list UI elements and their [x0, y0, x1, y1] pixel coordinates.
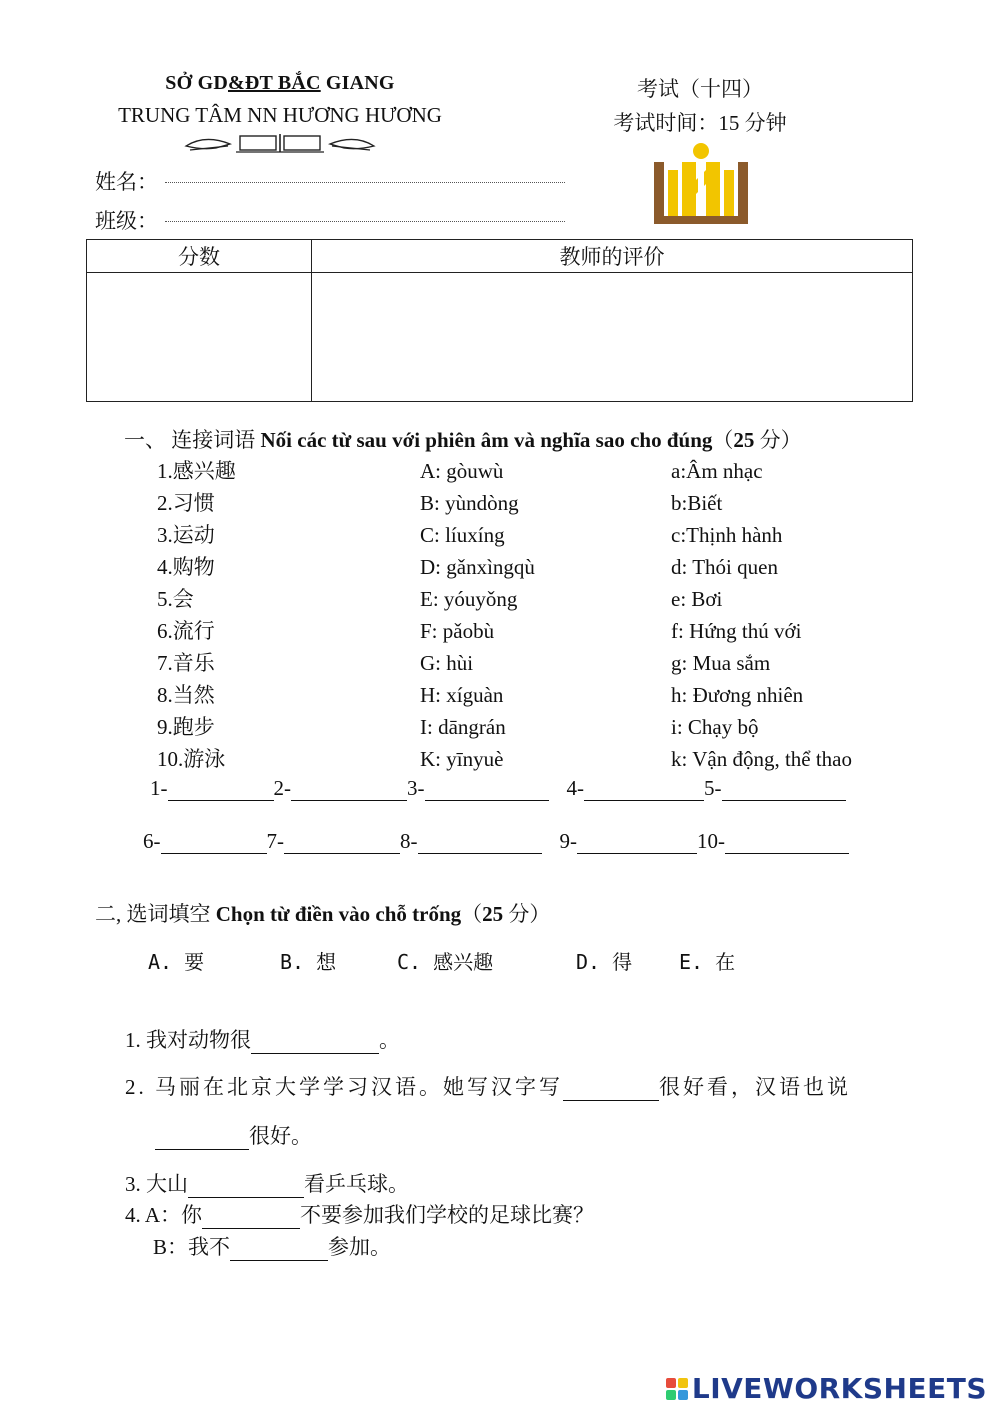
- answer-blank[interactable]: [425, 780, 549, 801]
- score-table: [86, 239, 913, 402]
- pinyin-item: C: líuxíng: [420, 523, 505, 547]
- answer-blank[interactable]: [284, 833, 400, 854]
- section2-points-open: （: [461, 902, 483, 926]
- school-header: [60, 72, 500, 159]
- dept-part-3: GIANG: [320, 72, 395, 94]
- answer-blank[interactable]: [577, 833, 697, 854]
- department-name: [60, 72, 500, 95]
- section1-prefix: 一、 连接词语: [124, 428, 261, 452]
- choice-e: E. 在: [679, 950, 736, 974]
- answer-label: 6-: [143, 829, 161, 853]
- choice-a: A. 要: [148, 950, 205, 974]
- class-line[interactable]: [165, 221, 565, 222]
- class-field[interactable]: [95, 205, 158, 235]
- answer-blank[interactable]: [291, 780, 407, 801]
- answer-label: 8-: [400, 829, 418, 853]
- question-2-blank-1[interactable]: [563, 1080, 659, 1101]
- question-4-blank-2[interactable]: [230, 1240, 328, 1261]
- question-1: [125, 1024, 400, 1054]
- answer-blank[interactable]: [725, 833, 849, 854]
- answer-row-1: [150, 776, 846, 801]
- exam-time: 考试时间：15 分钟: [613, 111, 787, 135]
- exam-info: [580, 72, 820, 140]
- question-4-text-end: 不要参加我们学校的足球比赛？: [300, 1203, 595, 1227]
- question-1-text: 1. 我对动物很: [125, 1028, 251, 1052]
- question-1-end: 。: [379, 1028, 400, 1052]
- center-name: TRUNG TÂM NN HƯƠNG HƯƠNG: [118, 103, 442, 127]
- answer-blank[interactable]: [168, 780, 274, 801]
- question-2-blank-2[interactable]: [155, 1129, 249, 1150]
- question-2-line-2: [155, 1120, 312, 1150]
- word-item: 7.音乐: [157, 651, 215, 675]
- dept-part-1: SỞ GD: [165, 72, 228, 94]
- meaning-item: a:Âm nhạc: [671, 459, 763, 483]
- liveworksheets-squares-icon: [666, 1378, 688, 1400]
- answer-blank[interactable]: [161, 833, 267, 854]
- pinyin-item: H: xíguàn: [420, 683, 504, 707]
- word-item: 2.习惯: [157, 491, 215, 515]
- question-3-end: 看乒乓球。: [304, 1172, 409, 1196]
- section2-points: 25: [482, 902, 504, 926]
- answer-label: 5-: [704, 776, 722, 800]
- meaning-item: c:Thịnh hành: [671, 523, 783, 547]
- section2-title: [95, 898, 550, 928]
- meaning-item: g: Mua sắm: [671, 651, 771, 675]
- meaning-item: k: Vận động, thể thao: [671, 747, 853, 771]
- class-label: 班级：: [95, 209, 158, 233]
- pinyin-item: D: gǎnxìngqù: [420, 555, 535, 579]
- question-1-blank[interactable]: [251, 1033, 379, 1054]
- question-2: [125, 1071, 851, 1101]
- pinyin-item: A: gòuwù: [420, 459, 504, 483]
- section2-points-close: 分）: [503, 902, 551, 926]
- meaning-item: f: Hứng thú với: [671, 619, 802, 643]
- score-header: 分数: [87, 240, 312, 273]
- comment-header: 教师的评价: [312, 240, 913, 273]
- question-4: [125, 1199, 594, 1229]
- pinyin-column: [420, 455, 535, 775]
- word-item: 9.跑步: [157, 715, 215, 739]
- pinyin-item: F: pǎobù: [420, 619, 495, 643]
- answer-label: 4-: [566, 776, 584, 800]
- meanings-column: [671, 455, 852, 775]
- pinyin-item: K: yīnyuè: [420, 747, 504, 771]
- answer-row-2: [143, 829, 849, 854]
- answer-label: 3-: [407, 776, 425, 800]
- dept-part-2: &ĐT BẮC: [227, 72, 321, 94]
- answer-label: 10-: [697, 829, 725, 853]
- meaning-item: h: Đương nhiên: [671, 683, 804, 707]
- score-cell[interactable]: [87, 273, 312, 402]
- words-column: [157, 455, 236, 775]
- word-item: 8.当然: [157, 683, 215, 707]
- exam-title: 考试（十四）: [637, 77, 763, 101]
- pinyin-item: B: yùndòng: [420, 491, 519, 515]
- answer-label: 9-: [559, 829, 577, 853]
- section2-prefix: 二, 选词填空: [95, 902, 216, 926]
- question-2-text-mid: 很好看，汉语也说: [659, 1075, 851, 1099]
- word-item: 3.运动: [157, 523, 215, 547]
- section1-points-open: （: [712, 428, 734, 452]
- answer-label: 2-: [273, 776, 291, 800]
- word-item: 5.会: [157, 587, 194, 611]
- choice-c: C. 感兴趣: [397, 950, 494, 974]
- question-3: [125, 1168, 409, 1198]
- section1-points-close: 分）: [754, 428, 802, 452]
- answer-blank[interactable]: [584, 780, 704, 801]
- section2-instruction: Chọn từ điền vào chỗ trống: [215, 902, 462, 926]
- pinyin-item: G: hùi: [420, 651, 474, 675]
- question-4-reply-text: B：我不: [153, 1235, 231, 1259]
- question-4-blank-1[interactable]: [202, 1208, 300, 1229]
- answer-label: 7-: [266, 829, 284, 853]
- word-item: 1.感兴趣: [157, 459, 236, 483]
- word-item: 4.购物: [157, 555, 215, 579]
- answer-label: 1-: [150, 776, 168, 800]
- name-line[interactable]: [165, 182, 565, 183]
- question-2-text: 2. 马丽在北京大学学习汉语。她写汉字写: [125, 1075, 563, 1099]
- question-3-blank[interactable]: [188, 1177, 304, 1198]
- choice-b: B. 想: [280, 950, 337, 974]
- meaning-item: d: Thói quen: [671, 555, 778, 579]
- choice-d: D. 得: [576, 950, 633, 974]
- school-logo-icon: [650, 140, 752, 226]
- name-label: 姓名：: [95, 170, 158, 194]
- question-4-reply-end: 参加。: [328, 1235, 392, 1259]
- question-4-text: 4. A：你: [125, 1203, 203, 1227]
- pinyin-item: E: yóuyǒng: [420, 587, 518, 611]
- comment-cell[interactable]: [312, 273, 913, 402]
- question-2-end: 很好。: [249, 1124, 312, 1148]
- question-4-reply: [153, 1231, 391, 1261]
- meaning-item: b:Biết: [671, 491, 723, 515]
- answer-blank[interactable]: [418, 833, 542, 854]
- liveworksheets-logo: [666, 1372, 987, 1405]
- liveworksheets-text: LIVEWORKSHEETS: [691, 1372, 987, 1405]
- word-item: 10.游泳: [157, 747, 226, 771]
- section1-instruction: Nối các từ sau với phiên âm và nghĩa sao cho đúng: [260, 428, 713, 452]
- word-item: 6.流行: [157, 619, 215, 643]
- meaning-item: i: Chạy bộ: [671, 715, 759, 739]
- book-ornament-icon: [180, 132, 380, 154]
- section1-points: 25: [733, 428, 755, 452]
- question-3-text: 3. 大山: [125, 1172, 188, 1196]
- pinyin-item: I: dāngrán: [420, 715, 506, 739]
- section1-title: [124, 424, 802, 454]
- name-field[interactable]: [95, 166, 158, 196]
- meaning-item: e: Bơi: [671, 587, 723, 611]
- answer-blank[interactable]: [722, 780, 846, 801]
